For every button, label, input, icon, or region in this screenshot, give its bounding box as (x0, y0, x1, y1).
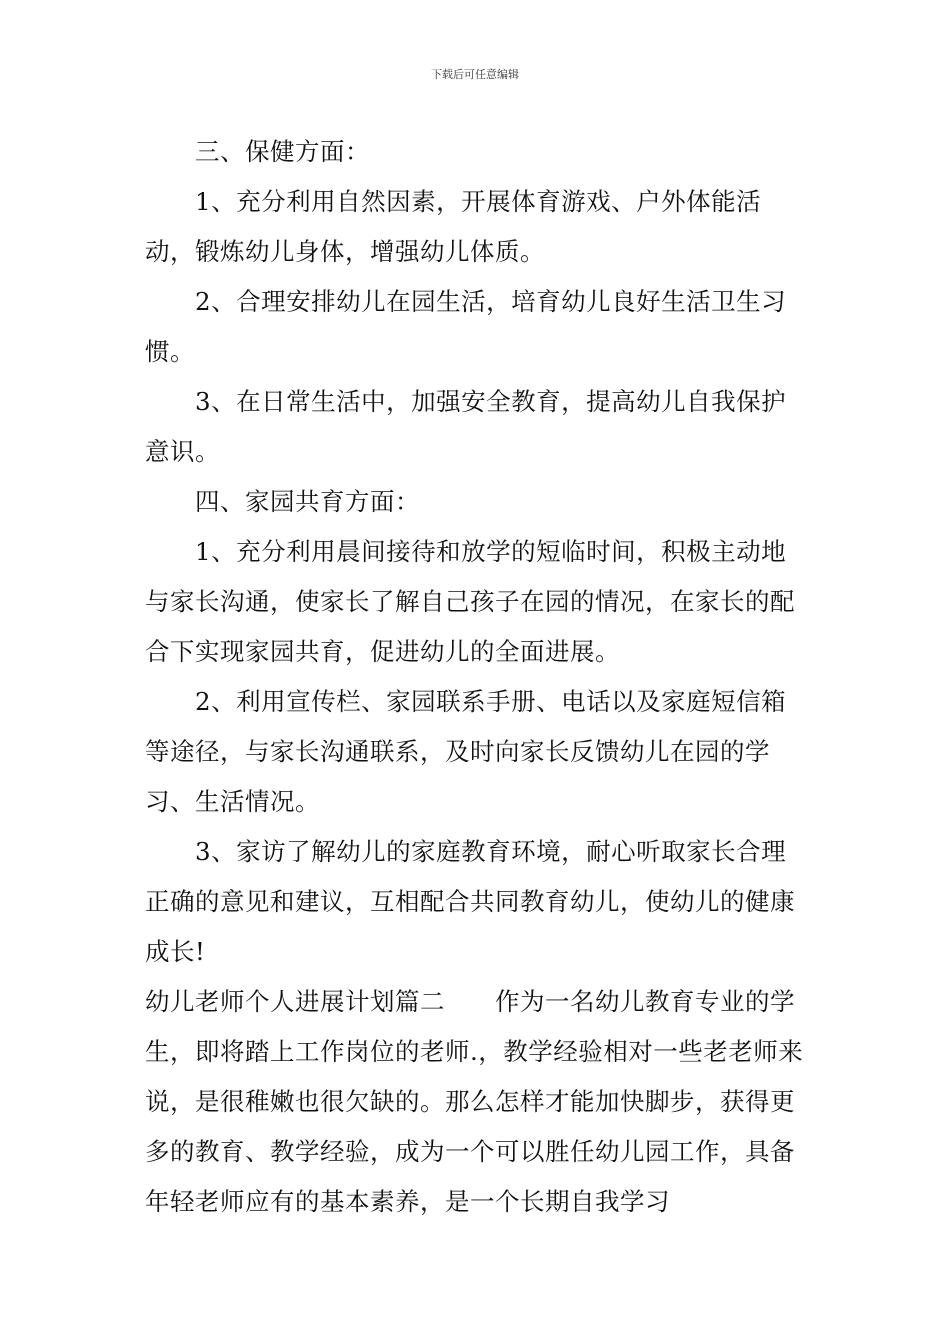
page-header-note: 下载后可任意编辑 (431, 68, 519, 81)
paragraph-health-3: 3、在日常生活中，加强安全教育，提高幼儿自我保护意识。 (145, 387, 787, 466)
paragraph-home-school-2: 2、利用宣传栏、家园联系手册、电话以及家庭短信箱等途径，与家长沟通联系，及时向家长反馈幼儿在园的学习、生活情况。 (145, 687, 787, 816)
document-body (145, 127, 810, 1227)
paragraph-health-2: 2、合理安排幼儿在园生活，培育幼儿良好生活卫生习惯。 (145, 287, 787, 366)
paragraph-health-1: 1、充分利用自然因素，开展体育游戏、户外体能活动，锻炼幼儿身体，增强幼儿体质。 (145, 187, 762, 266)
paragraph-home-school-1: 1、充分利用晨间接待和放学的短临时间，积极主动地与家长沟通，使家长了解自己孩子在园的情况，在家长的配合下实现家园共育，促进幼儿的全面进展。 (145, 537, 795, 666)
section-heading-health: 三、保健方面： (195, 137, 370, 166)
paragraph-home-school-3: 3、家访了解幼儿的家庭教育环境，耐心听取家长合理正确的意见和建议，互相配合共同教育幼儿，使幼儿的健康成长! (145, 837, 795, 966)
paragraph-plan-part-two: 幼儿老师个人进展计划篇二 作为一名幼儿教育专业的学生，即将踏上工作岗位的老师.，教学经验相对一些老老师来说，是很稚嫩也很欠缺的。那么怎样才能加快脚步，获得更多的教育、教学经验，成为一个可以胜任幼儿园工作，具备年轻老师应有的基本素养，是一个长期自我学习 (145, 987, 804, 1216)
section-heading-home-school: 四、家园共育方面： (195, 487, 420, 516)
